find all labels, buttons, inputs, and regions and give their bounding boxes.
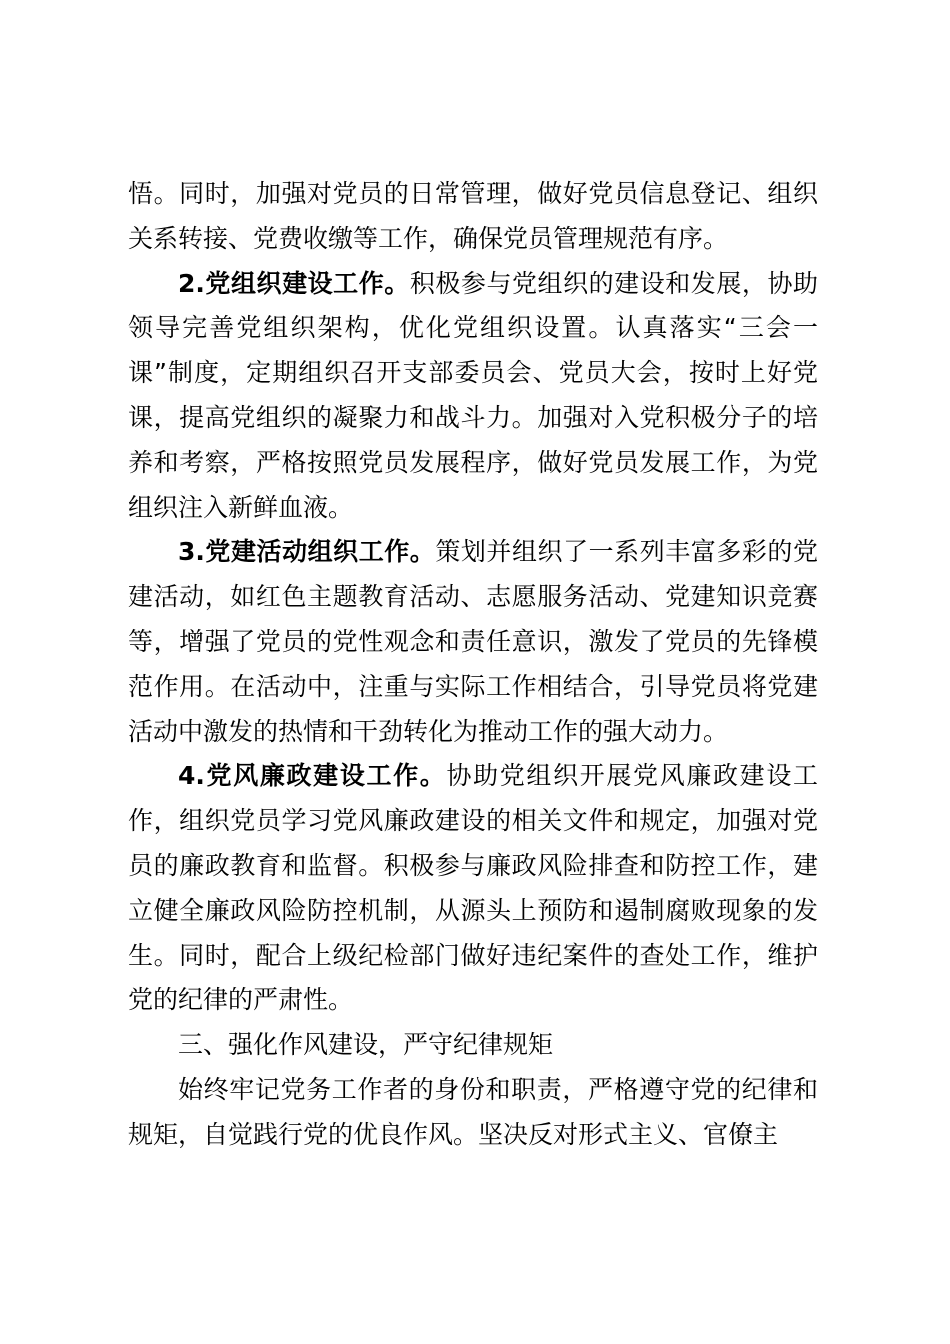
document-body	[128, 172, 818, 1158]
paragraph-text: 悟。同时，加强对党员的日常管理，做好党员信息登记、组织关系转接、党费收缴等工作，确保党员管理规范有序。	[128, 179, 818, 253]
paragraph-work-style	[128, 1068, 818, 1158]
paragraph-integrity	[128, 754, 818, 1023]
paragraph-party-activities	[128, 530, 818, 754]
section-heading-text: 三、强化作风建设，严守纪律规矩	[178, 1030, 554, 1060]
section-heading	[128, 1023, 818, 1068]
paragraph-heading: 3.党建活动组织工作。	[178, 537, 436, 567]
paragraph-text: 积极参与党组织的建设和发展，协助领导完善党组织架构，优化党组织设置。认真落实“三会一课”制度，定期组织召开支部委员会、党员大会，按时上好党课，提高党组织的凝聚力和战斗力。加强对入党积极分子的培养和考察，严格按照党员发展程序，做好党员发展工作，为党组织注入新鲜血液。	[128, 268, 818, 522]
paragraph-continuation	[128, 172, 818, 262]
paragraph-heading: 2.党组织建设工作。	[178, 268, 410, 298]
paragraph-heading: 4.党风廉政建设工作。	[178, 761, 447, 791]
paragraph-text: 协助党组织开展党风廉政建设工作，组织党员学习党风廉政建设的相关文件和规定，加强对党员的廉政教育和监督。积极参与廉政风险排查和防控工作，建立健全廉政风险防控机制，从源头上预防和遏制腐败现象的发生。同时，配合上级纪检部门做好违纪案件的查处工作，维护党的纪律的严肃性。	[128, 761, 818, 1015]
paragraph-text: 始终牢记党务工作者的身份和职责，严格遵守党的纪律和规矩，自觉践行党的优良作风。坚决反对形式主义、官僚主	[128, 1074, 818, 1149]
paragraph-text: 策划并组织了一系列丰富多彩的党建活动，如红色主题教育活动、志愿服务活动、党建知识竞赛等，增强了党员的党性观念和责任意识，激发了党员的先锋模范作用。在活动中，注重与实际工作相结合，引导党员将党建活动中激发的热情和干劲转化为推动工作的强大动力。	[128, 537, 818, 746]
paragraph-party-organization	[128, 262, 818, 531]
